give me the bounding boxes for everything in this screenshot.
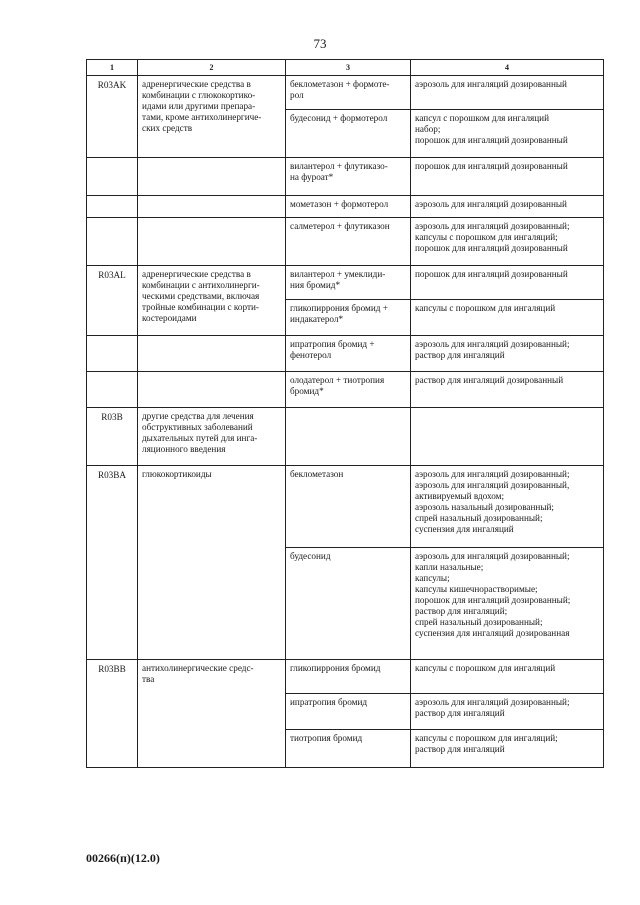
dosage-forms-cell <box>411 660 604 694</box>
drug-name-line: фенотерол <box>290 350 332 360</box>
group-text-line: ляционного введения <box>142 444 226 454</box>
drug-name-line: беклометазон <box>290 469 344 479</box>
dosage-form-line: порошок для ингаляций дозированный <box>415 269 568 279</box>
dosage-form-line: набор; <box>415 124 441 134</box>
table-row <box>87 466 604 548</box>
pharmacological-group-cell <box>138 660 286 768</box>
group-text-line: обструктивных заболеваний <box>142 422 253 432</box>
pharmacological-group-cell <box>138 372 286 408</box>
drug-name-cell <box>286 466 411 548</box>
drug-name-line: рол <box>290 90 304 100</box>
table-row <box>87 218 604 266</box>
group-text-line: ческими средствами, включая <box>142 291 260 301</box>
group-text-line: идами или другими препара- <box>142 101 256 111</box>
dosage-form-line: порошок для ингаляций дозированный <box>415 135 568 145</box>
table-row <box>87 372 604 408</box>
pharmacological-group-cell <box>138 196 286 218</box>
drug-name-line: ипратропия бромид <box>290 697 368 707</box>
drug-table <box>86 59 604 768</box>
group-text-line: тами, кроме антихолинергиче- <box>142 112 262 122</box>
group-text-line: тройные комбинации с корти- <box>142 302 259 312</box>
dosage-form-line: аэрозоль для ингаляций дозированный; <box>415 221 570 231</box>
group-text-line: костероидами <box>142 313 197 323</box>
table-row <box>87 196 604 218</box>
pharmacological-group-cell <box>138 158 286 196</box>
pharmacological-group-cell <box>138 466 286 660</box>
drug-name-cell <box>286 110 411 158</box>
dosage-form-line: капли назальные; <box>415 562 484 572</box>
dosage-form-line: порошок для ингаляций дозированный <box>415 243 568 253</box>
drug-name-line: на фуроат* <box>290 172 334 182</box>
drug-name-cell <box>286 548 411 660</box>
dosage-forms-cell <box>411 196 604 218</box>
drug-name-cell <box>286 372 411 408</box>
table-row <box>87 408 604 466</box>
dosage-form-line: спрей назальный дозированный; <box>415 617 543 627</box>
column-header: 1 <box>87 60 138 76</box>
drug-name-cell <box>286 196 411 218</box>
dosage-form-line: капсул с порошком для ингаляций <box>415 113 550 123</box>
dosage-form-line: аэрозоль для ингаляций дозированный; <box>415 697 570 707</box>
pharmacological-group-cell <box>138 266 286 336</box>
dosage-form-line: аэрозоль для ингаляций дозированный <box>415 79 567 89</box>
drug-name-line: индакатерол* <box>290 314 344 324</box>
pharmacological-group-cell <box>138 408 286 466</box>
dosage-forms-cell <box>411 336 604 372</box>
dosage-forms-cell <box>411 408 604 466</box>
dosage-forms-cell <box>411 548 604 660</box>
dosage-form-line: активируемый вдохом; <box>415 491 505 501</box>
drug-name-cell <box>286 694 411 730</box>
table-row <box>87 336 604 372</box>
pharmacological-group-cell <box>138 76 286 158</box>
atc-code-cell: R03B <box>87 408 138 466</box>
group-text-line: комбинации с глюкокортико- <box>142 90 256 100</box>
table-row <box>87 266 604 300</box>
atc-code-cell <box>87 158 138 196</box>
drug-name-line: будесонид + формотерол <box>290 113 388 123</box>
drug-name-cell <box>286 300 411 336</box>
dosage-form-line: раствор для ингаляций <box>415 708 505 718</box>
drug-name-line: ния бромид* <box>290 280 341 290</box>
drug-name-cell <box>286 660 411 694</box>
drug-name-cell <box>286 218 411 266</box>
dosage-form-line: раствор для ингаляций; <box>415 606 508 616</box>
drug-name-line: бромид* <box>290 386 324 396</box>
dosage-forms-cell <box>411 110 604 158</box>
dosage-form-line: порошок для ингаляций дозированный; <box>415 595 571 605</box>
drug-name-cell <box>286 408 411 466</box>
drug-name-cell <box>286 266 411 300</box>
atc-code-cell <box>87 196 138 218</box>
document-footer-code: 00266(п)(12.0) <box>86 851 160 865</box>
dosage-forms-cell <box>411 300 604 336</box>
drug-name-line: салметерол + флутиказон <box>290 221 390 231</box>
dosage-form-line: аэрозоль для ингаляций дозированный; <box>415 469 570 479</box>
dosage-form-line: капсулы с порошком для ингаляций; <box>415 733 558 743</box>
dosage-form-line: капсулы кишечнорастворимые; <box>415 584 538 594</box>
group-text-line: тва <box>142 674 155 684</box>
dosage-form-line: аэрозоль назальный дозированный; <box>415 502 554 512</box>
table-row <box>87 76 604 110</box>
dosage-form-line: капсулы с порошком для ингаляций <box>415 663 556 673</box>
dosage-forms-cell <box>411 218 604 266</box>
group-text-line: ских средств <box>142 123 193 133</box>
group-text-line: антихолинергические средс- <box>142 663 254 673</box>
table-row <box>87 660 604 694</box>
group-text-line: глюкокортикоиды <box>142 469 212 479</box>
atc-code-cell: R03AK <box>87 76 138 158</box>
drug-name-line: будесонид <box>290 551 331 561</box>
drug-name-line: беклометазон + формоте- <box>290 79 390 89</box>
dosage-forms-cell <box>411 76 604 110</box>
group-text-line: адренергические средства в <box>142 79 251 89</box>
table-body <box>87 76 604 768</box>
drug-name-cell <box>286 336 411 372</box>
dosage-forms-cell <box>411 694 604 730</box>
group-text-line: адренергические средства в <box>142 269 251 279</box>
drug-name-line: вилантерол + умеклиди- <box>290 269 386 279</box>
dosage-form-line: аэрозоль для ингаляций дозированный, <box>415 480 570 490</box>
dosage-form-line: аэрозоль для ингаляций дозированный; <box>415 551 570 561</box>
drug-name-line: олодатерол + тиотропия <box>290 375 385 385</box>
drug-name-line: тиотропия бромид <box>290 733 363 743</box>
dosage-form-line: капсулы с порошком для ингаляций <box>415 303 556 313</box>
drug-name-cell <box>286 76 411 110</box>
drug-name-cell <box>286 730 411 768</box>
dosage-form-line: аэрозоль для ингаляций дозированный; <box>415 339 570 349</box>
dosage-form-line: капсулы; <box>415 573 450 583</box>
dosage-form-line: раствор для ингаляций <box>415 744 505 754</box>
drug-name-line: гликопиррония бромид <box>290 663 381 673</box>
drug-name-line: ипратропия бромид + <box>290 339 375 349</box>
pharmacological-group-cell <box>138 336 286 372</box>
atc-code-cell <box>87 372 138 408</box>
dosage-form-line: раствор для ингаляций дозированный <box>415 375 564 385</box>
dosage-form-line: спрей назальный дозированный; <box>415 513 543 523</box>
dosage-forms-cell <box>411 372 604 408</box>
dosage-forms-cell <box>411 466 604 548</box>
table-row <box>87 158 604 196</box>
atc-code-cell: R03AL <box>87 266 138 336</box>
dosage-form-line: капсулы с порошком для ингаляций; <box>415 232 558 242</box>
pharmacological-group-cell <box>138 218 286 266</box>
dosage-form-line: суспензия для ингаляций <box>415 524 514 534</box>
column-header: 3 <box>286 60 411 76</box>
group-text-line: другие средства для лечения <box>142 411 254 421</box>
group-text-line: комбинации с антихолинерги- <box>142 280 260 290</box>
table-header-row <box>87 60 604 76</box>
dosage-form-line: раствор для ингаляций <box>415 350 505 360</box>
atc-code-cell <box>87 336 138 372</box>
atc-code-cell <box>87 218 138 266</box>
dosage-form-line: аэрозоль для ингаляций дозированный <box>415 199 567 209</box>
dosage-form-line: суспензия для ингаляций дозированная <box>415 628 570 638</box>
drug-name-line: вилантерол + флутиказо- <box>290 161 388 171</box>
atc-code-cell: R03BA <box>87 466 138 660</box>
dosage-forms-cell <box>411 730 604 768</box>
page-number: 73 <box>313 36 327 51</box>
dosage-forms-cell <box>411 158 604 196</box>
column-header: 4 <box>411 60 604 76</box>
atc-code-cell: R03BB <box>87 660 138 768</box>
dosage-forms-cell <box>411 266 604 300</box>
drug-name-line: гликопиррония бромид + <box>290 303 388 313</box>
drug-name-cell <box>286 158 411 196</box>
column-header: 2 <box>138 60 286 76</box>
drug-name-line: мометазон + формотерол <box>290 199 389 209</box>
group-text-line: дыхательных путей для инга- <box>142 433 258 443</box>
dosage-form-line: порошок для ингаляций дозированный <box>415 161 568 171</box>
